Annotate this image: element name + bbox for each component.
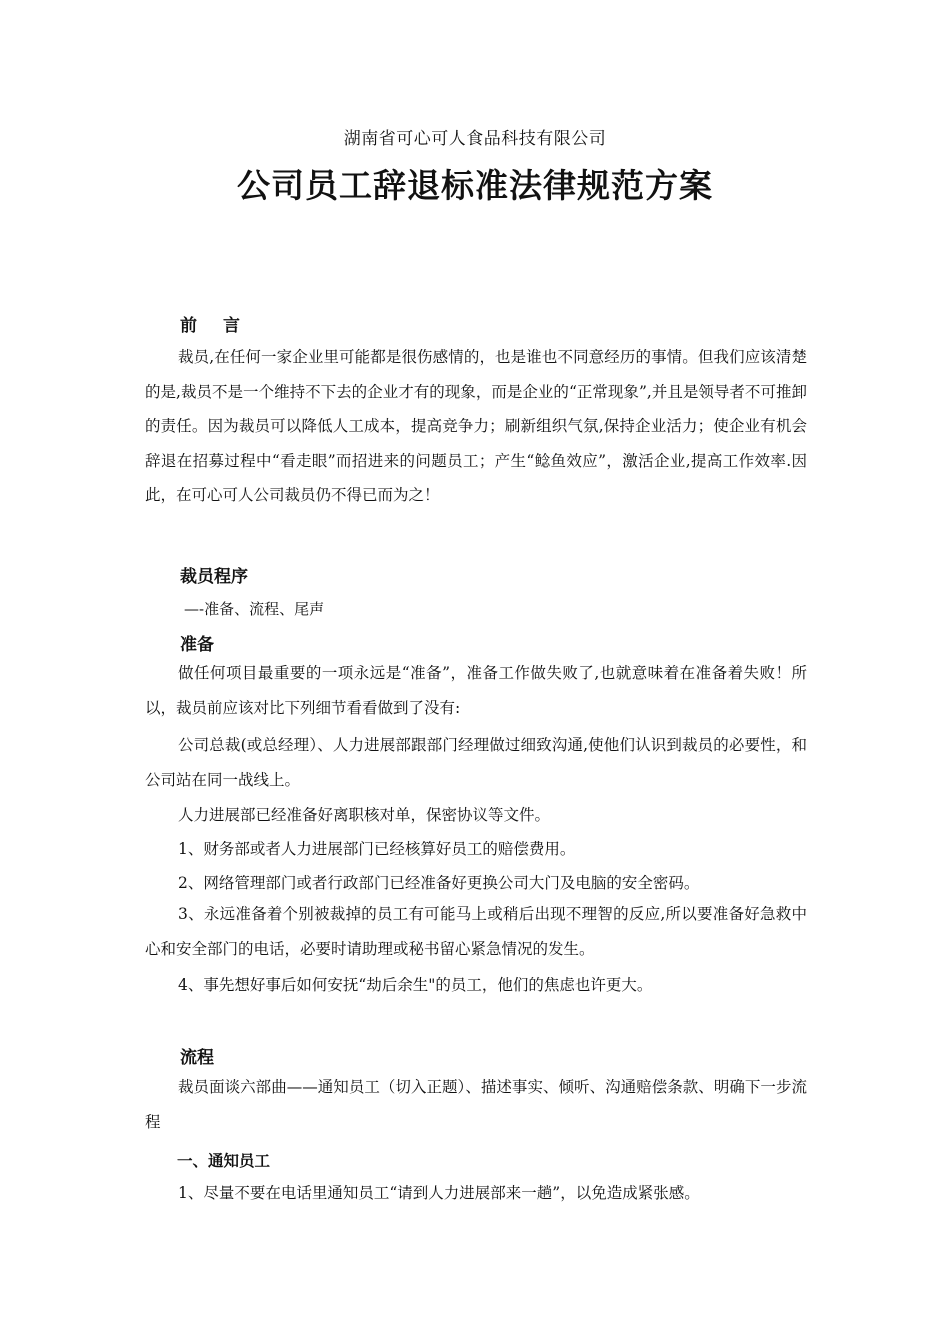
preface-paragraph: 裁员,在任何一家企业里可能都是很伤感情的，也是谁也不同意经历的事情。但我们应该清楚的是,裁员不是一个维持不下去的企业才有的现象，而是企业的“正常现象”,并且是领导者不可推卸的责任。因为裁员可以降低人工成本，提高竞争力；刷新组织气氛,保持企业活力；使企业有机会辞退在招募过程中“看走眼”而招进来的问题员工；产生“鲶鱼效应”，激活企业,提高工作效率.因此，在可心可人公司裁员仍不得已而为之！ [145,348,807,504]
prepare-paragraph-3: 人力进展部已经准备好离职核对单，保密协议等文件。 [178,806,551,824]
prepare-paragraph-1: 做任何项目最重要的一项永远是“准备”，准备工作做失败了,也就意味着在准备着失败！所以，裁员前应该对比下列细节看看做到了没有: [145,664,807,717]
procedure-heading: 裁员程序 [180,567,248,587]
flow-subheading: 一、通知员工 [177,1152,271,1170]
procedure-subtitle: —-准备、流程、尾声 [184,600,325,618]
prepare-paragraph-5: 2、网络管理部门或者行政部门已经准备好更换公司大门及电脑的安全密码。 [178,874,700,892]
flow-paragraph-2: 1、尽量不要在电话里通知员工“请到人力进展部来一趟”，以免造成紧张感。 [178,1184,700,1202]
prepare-paragraph-6: 3、永远准备着个别被裁掉的员工有可能马上或稍后出现不理智的反应,所以要准备好急救中心和安全部门的电话，必要时请助理或秘书留心紧急情况的发生。 [145,905,807,958]
company-name: 湖南省可心可人食品科技有限公司 [343,129,607,149]
prepare-heading: 准备 [180,635,214,655]
flow-paragraph-1: 裁员面谈六部曲——通知员工（切入正题）、描述事实、倾听、沟通赔偿条款、明确下一步流程 [145,1078,807,1131]
preface-heading: 前言 [180,316,266,336]
flow-heading: 流程 [180,1048,214,1068]
document-title: 公司员工辞退标准法律规范方案 [237,166,713,205]
prepare-paragraph-4: 1、财务部或者人力进展部门已经核算好员工的赔偿费用。 [178,840,576,858]
prepare-paragraph-7: 4、事先想好事后如何安抚“劫后余生"的员工，他们的焦虑也许更大。 [178,976,653,994]
prepare-paragraph-2: 公司总裁(或总经理）、人力进展部跟部门经理做过细致沟通,使他们认识到裁员的必要性，和公司站在同一战线上。 [145,736,807,789]
